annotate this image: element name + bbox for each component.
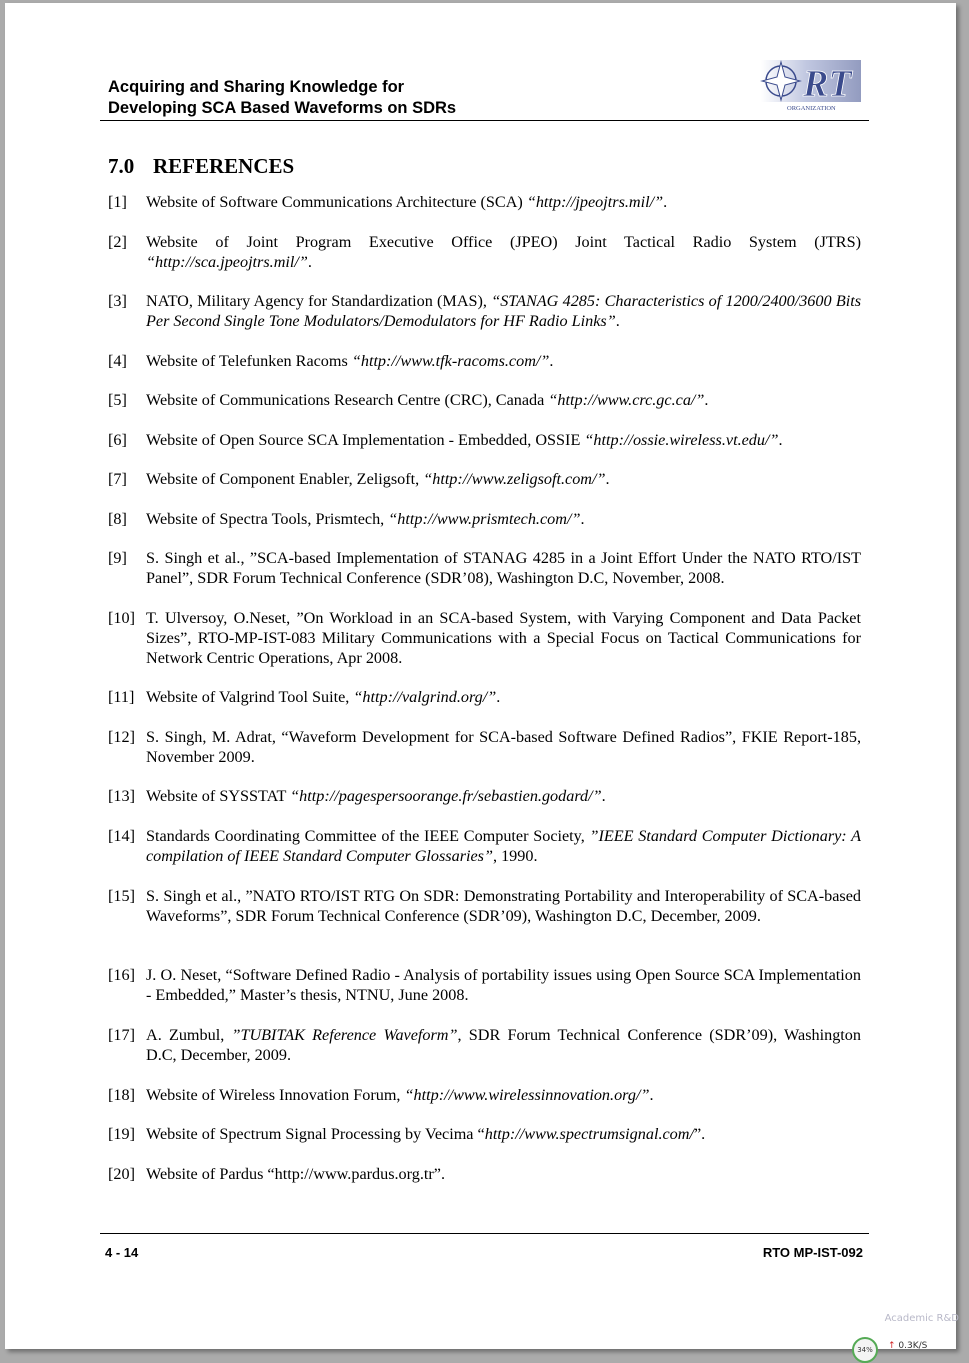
reference-segment: , 1990. bbox=[492, 847, 538, 865]
reference-item bbox=[108, 291, 861, 331]
reference-item bbox=[108, 886, 861, 926]
reference-text bbox=[146, 192, 861, 212]
document-page bbox=[5, 3, 956, 1349]
reference-number: [19] bbox=[108, 1125, 135, 1143]
reference-italic-segment: “http://www.wirelessinnovation.org/” bbox=[404, 1086, 650, 1104]
reference-italic-segment: “http://jpeojtrs.mil/” bbox=[526, 193, 664, 211]
reference-segment: . bbox=[496, 688, 501, 706]
reference-number: [20] bbox=[108, 1165, 135, 1183]
reference-segment: Website of Spectra Tools, Prismtech, bbox=[146, 510, 389, 528]
reference-item bbox=[108, 1085, 861, 1105]
logo-letters: RT bbox=[803, 63, 852, 105]
reference-number: [13] bbox=[108, 787, 135, 805]
reference-item bbox=[108, 430, 861, 450]
reference-text bbox=[146, 826, 861, 866]
reference-segment: T. Ulversoy, O.Neset, ”On Workload in an SCA-based System, with Varying Component and Data Packet Sizes”, RTO-MP-IST-083 Military Communications with a Special Focus on Tactical Communications for Network Centric Operations, Apr 2008. bbox=[146, 609, 861, 667]
reference-segment: Website of Valgrind Tool Suite, bbox=[146, 688, 354, 706]
reference-italic-segment: “STANAG 4285: Characteristics of 1200/2400/3600 Bits Per Second Single Tone Modulators/Demodulators for HF Radio Links” bbox=[146, 292, 862, 330]
reference-text bbox=[146, 1085, 861, 1105]
reference-text bbox=[146, 232, 861, 272]
reference-segment: , SDR Forum Technical Conference (SDR’09), Washington D.C, December, 2009. bbox=[146, 1026, 861, 1064]
reference-text bbox=[146, 469, 861, 489]
reference-italic-segment: http://www.spectrumsignal.com/ bbox=[484, 1125, 694, 1143]
speed-percent-circle: 34% bbox=[852, 1337, 878, 1363]
reference-italic-segment: ”TUBITAK Reference Waveform” bbox=[231, 1026, 458, 1044]
reference-number: [15] bbox=[108, 887, 135, 905]
reference-text bbox=[146, 608, 861, 668]
reference-segment: NATO, Military Agency for Standardization (MAS), bbox=[146, 292, 492, 310]
reference-text bbox=[146, 291, 861, 331]
reference-number: [7] bbox=[108, 470, 127, 488]
reference-segment: . bbox=[704, 391, 709, 409]
reference-number: [1] bbox=[108, 193, 127, 211]
network-speed-widget[interactable] bbox=[852, 1337, 938, 1355]
page-number: 4 - 14 bbox=[105, 1245, 139, 1260]
reference-italic-segment: “http://www.tfk-racoms.com/” bbox=[351, 352, 550, 370]
reference-text bbox=[146, 390, 861, 410]
reference-italic-segment: “http://www.prismtech.com/” bbox=[388, 510, 581, 528]
reference-number: [17] bbox=[108, 1026, 135, 1044]
reference-number: [4] bbox=[108, 352, 127, 370]
reference-segment: Website of Telefunken Racoms bbox=[146, 352, 352, 370]
reference-text bbox=[146, 687, 861, 707]
reference-number: [16] bbox=[108, 966, 135, 984]
section-number: 7.0 bbox=[108, 154, 135, 178]
reference-italic-segment: “http://valgrind.org/” bbox=[353, 688, 497, 706]
reference-text bbox=[146, 1164, 861, 1184]
reference-number: [10] bbox=[108, 609, 135, 627]
reference-segment: Website of Software Communications Architecture (SCA) bbox=[146, 193, 527, 211]
document-code: RTO MP-IST-092 bbox=[762, 1245, 863, 1260]
reference-number: [18] bbox=[108, 1086, 135, 1104]
rto-organization-logo bbox=[759, 56, 865, 113]
reference-segment: . bbox=[601, 787, 606, 805]
reference-segment: . bbox=[663, 193, 668, 211]
reference-item bbox=[108, 1124, 861, 1144]
reference-number: [11] bbox=[108, 688, 135, 706]
reference-text bbox=[146, 727, 861, 767]
reference-text bbox=[146, 1025, 861, 1065]
reference-item bbox=[108, 192, 861, 212]
reference-italic-segment: “http://www.zeligsoft.com/” bbox=[423, 470, 606, 488]
reference-number: [9] bbox=[108, 549, 127, 567]
reference-italic-segment: “http://ossie.wireless.vt.edu/” bbox=[584, 431, 779, 449]
reference-text bbox=[146, 965, 861, 1005]
reference-segment: S. Singh, M. Adrat, “Waveform Development for SCA-based Software Defined Radios”, FKIE Report-185, November 2009. bbox=[146, 728, 861, 766]
reference-text bbox=[146, 430, 861, 450]
reference-number: [5] bbox=[108, 391, 127, 409]
reference-italic-segment: “http://sca.jpeojtrs.mil/” bbox=[146, 253, 308, 271]
reference-text bbox=[146, 786, 861, 806]
reference-item bbox=[108, 232, 861, 272]
reference-segment: Standards Coordinating Committee of the IEEE Computer Society, bbox=[146, 827, 590, 845]
reference-segment: Website of Communications Research Centre (CRC), Canada bbox=[146, 391, 549, 409]
reference-item bbox=[108, 786, 861, 806]
reference-segment: Website of SYSSTAT bbox=[146, 787, 291, 805]
reference-segment: Website of Spectrum Signal Processing by Vecima “ bbox=[146, 1125, 485, 1143]
running-title-line-1: Acquiring and Sharing Knowledge for bbox=[108, 78, 405, 96]
reference-text bbox=[146, 509, 861, 529]
running-title-line-2: Developing SCA Based Waveforms on SDRs bbox=[108, 99, 457, 117]
reference-number: [6] bbox=[108, 431, 127, 449]
reference-segment: J. O. Neset, “Software Defined Radio - Analysis of portability issues using Open Source SCA Implementation - Embedded,” Master’s thesis, NTNU, June 2008. bbox=[146, 966, 861, 1004]
reference-segment: S. Singh et al., ”SCA-based Implementation of STANAG 4285 in a Joint Effort Under the NATO RTO/IST Panel”, SDR Forum Technical Conference (SDR’08), Washington D.C, November, 2008. bbox=[146, 549, 861, 587]
reference-item bbox=[108, 469, 861, 489]
reference-number: [3] bbox=[108, 292, 127, 310]
reference-text bbox=[146, 351, 861, 371]
reference-number: [2] bbox=[108, 233, 127, 251]
reference-italic-segment: ”IEEE Standard Computer Dictionary: A compilation of IEEE Standard Computer Glossaries” bbox=[146, 827, 862, 865]
reference-segment: . bbox=[649, 1086, 654, 1104]
reference-item bbox=[108, 351, 861, 371]
reference-segment: . bbox=[307, 253, 312, 271]
reference-segment: Website of Open Source SCA Implementation - Embedded, OSSIE bbox=[146, 431, 585, 449]
reference-text bbox=[146, 548, 861, 588]
reference-segment: . bbox=[778, 431, 783, 449]
reference-segment: Website of Wireless Innovation Forum, bbox=[146, 1086, 405, 1104]
reference-item bbox=[108, 727, 861, 767]
upload-speed-value: 0.3K/S bbox=[898, 1341, 928, 1351]
reference-italic-segment: “http://www.crc.gc.ca/” bbox=[548, 391, 705, 409]
reference-segment: Website of Pardus “http://www.pardus.org.tr”. bbox=[146, 1165, 446, 1183]
section-heading bbox=[108, 154, 294, 179]
logo-caption: ORGANIZATION bbox=[787, 105, 836, 112]
document-running-title bbox=[108, 77, 628, 119]
section-title: REFERENCES bbox=[153, 154, 295, 178]
reference-item bbox=[108, 548, 861, 588]
header-divider bbox=[100, 120, 869, 121]
reference-number: [12] bbox=[108, 728, 135, 746]
reference-item bbox=[108, 687, 861, 707]
reference-segment: ”. bbox=[693, 1125, 706, 1143]
footer-divider bbox=[100, 1233, 869, 1234]
watermark: Academic R&D bbox=[884, 1313, 959, 1324]
reference-number: [14] bbox=[108, 827, 135, 845]
up-arrow-icon: ↑ bbox=[888, 1341, 896, 1351]
reference-segment: S. Singh et al., ”NATO RTO/IST RTG On SDR: Demonstrating Portability and Interoperability of SCA-based Waveforms”, SDR Forum Technical Conference (SDR’09), Washington D.C, December, 2009. bbox=[146, 887, 861, 925]
upload-speed bbox=[888, 1341, 927, 1351]
reference-item bbox=[108, 509, 861, 529]
reference-number: [8] bbox=[108, 510, 127, 528]
reference-item bbox=[108, 1164, 861, 1184]
reference-item bbox=[108, 826, 861, 866]
reference-segment: A. Zumbul, bbox=[146, 1026, 232, 1044]
reference-text bbox=[146, 1124, 861, 1144]
reference-segment: Website of Joint Program Executive Office (JPEO) Joint Tactical Radio System (JTRS) bbox=[146, 233, 861, 251]
reference-segment: . bbox=[549, 352, 554, 370]
reference-segment: Website of Component Enabler, Zeligsoft, bbox=[146, 470, 424, 488]
reference-segment: . bbox=[615, 312, 620, 330]
reference-segment: . bbox=[580, 510, 585, 528]
reference-item bbox=[108, 1025, 861, 1065]
reference-item bbox=[108, 965, 861, 1005]
reference-text bbox=[146, 886, 861, 926]
reference-item bbox=[108, 390, 861, 410]
reference-segment: . bbox=[605, 470, 610, 488]
reference-italic-segment: “http://pagespersoorange.fr/sebastien.godard/” bbox=[290, 787, 602, 805]
reference-item bbox=[108, 608, 861, 668]
